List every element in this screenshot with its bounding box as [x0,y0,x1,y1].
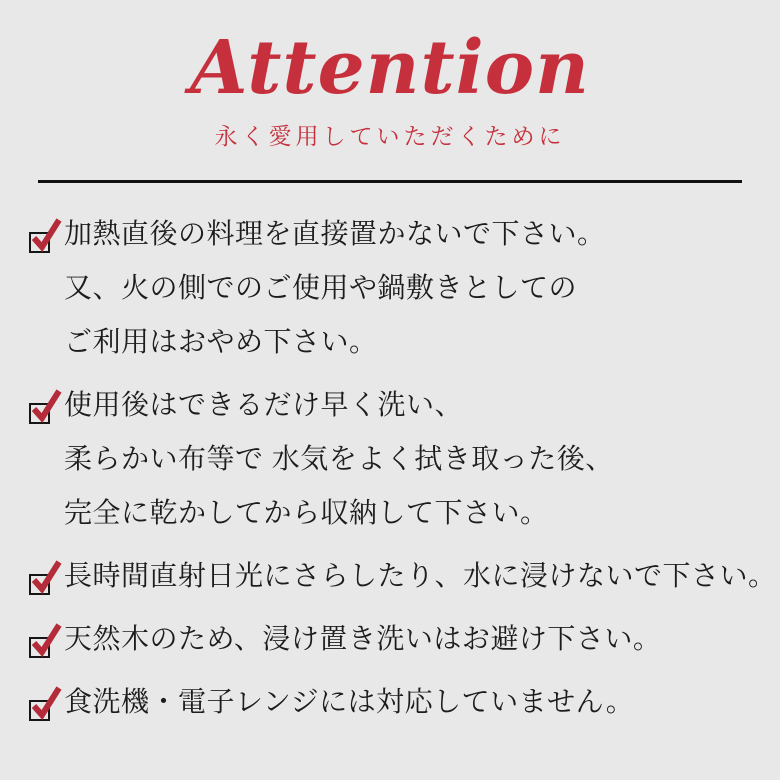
checked-checkbox-icon [28,559,64,599]
note-text [64,549,777,603]
note-line: 加熱直後の料理を直接置かないで下さい。 [64,218,606,249]
checked-checkbox-icon [28,388,64,428]
note-line: 又、火の側でのご使用や鍋敷きとしての [64,272,578,303]
list-item [28,378,752,540]
note-line: 使用後はできるだけ早く洗い、 [64,389,464,420]
note-line: ご利用はおやめ下さい。 [64,326,378,357]
checked-checkbox-icon [28,622,64,662]
note-text [64,675,634,729]
note-line: 柔らかい布等で 水気をよく拭き取った後、 [64,443,614,474]
checkmark-icon [30,622,62,658]
page-subtitle: 永く愛用していただくために [214,123,566,149]
note-line: 天然木のため、浸け置き洗いはお避け下さい。 [64,623,662,654]
note-text [64,612,661,666]
note-line: 食洗機・電子レンジには対応していません。 [64,686,635,717]
list-item [28,207,752,369]
list-item [28,612,752,666]
page-title: Attention [190,25,590,111]
header [0,18,780,150]
checked-checkbox-icon [28,685,64,725]
checkmark-icon [30,388,62,424]
list-item [28,675,752,729]
note-text [64,207,606,369]
checkmark-icon [30,559,62,595]
note-line: 完全に乾かしてから収納して下さい。 [64,497,549,528]
list-item [28,549,777,603]
checkmark-icon [30,685,62,721]
note-text [64,378,614,540]
notes-list [0,183,780,729]
checkmark-icon [30,217,62,253]
checked-checkbox-icon [28,217,64,257]
note-line: 長時間直射日光にさらしたり、水に浸けないで下さい。 [64,560,777,591]
